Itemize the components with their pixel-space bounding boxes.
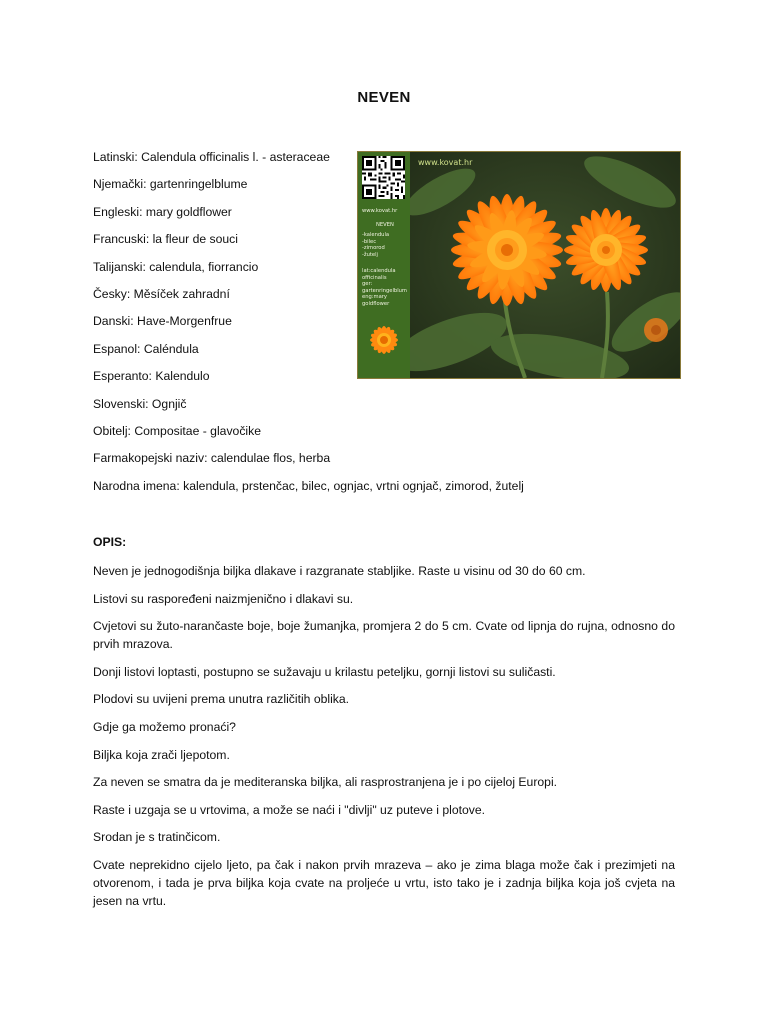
paragraph: Donji listovi loptasti, postupno se sužavaju u krilastu peteljku, gornji listovi su suličasti. <box>93 664 556 679</box>
name-esperanto: Esperanto: Kalendulo <box>93 369 210 384</box>
name-latin: Latinski: Calendula officinalis l. - asteraceae <box>93 150 330 164</box>
paragraph: Gdje ga možemo pronaći? <box>93 719 236 734</box>
name-french: Francuski: la fleur de souci <box>93 232 238 247</box>
flowers-image <box>410 152 681 378</box>
name-pharmacopoeia: Farmakopejski naziv: calendulae flos, herba <box>93 451 331 466</box>
name-spanish: Espanol: Caléndula <box>93 341 199 356</box>
photo-watermark-url: www.kovat.hr <box>418 158 473 167</box>
page-title: NEVEN <box>357 89 411 106</box>
paragraph: Listovi su raspoređeni naizmjenično i dlakavi su. <box>93 591 354 606</box>
name-folk: Narodna imena: kalendula, prstenčac, bilec, ognjac, vrtni ognjač, zimorod, žutelj <box>93 478 524 493</box>
description-heading: OPIS: <box>93 535 127 549</box>
photo-side-latin: lat:calendula officinalis ger: gartenringelblum eng:mary goldflower <box>362 268 407 307</box>
name-slovenian: Slovenski: Ognjič <box>93 396 187 411</box>
qr-code-icon <box>362 156 405 199</box>
name-czech: Česky: Měsíček zahradní <box>93 286 230 301</box>
paragraph: Cvate neprekidno cijelo ljeto, pa čak i nakon prvih mrazeva – ako je zima blaga može čak i prezimjeti na otvorenom, i tada je prva biljka koja cvate na proljeće u vrtu, isto tako je i zadnja biljka koja još cvjeta na jesen na vrtu. <box>93 857 675 908</box>
photo-side-names: -kalendula -bilec -zimorod -žutelj <box>362 232 390 258</box>
calendula-photo <box>357 151 681 379</box>
photo-side-url: www.kovat.hr <box>362 208 398 214</box>
paragraph: Plodovi su uvijeni prema unutra različitih oblika. <box>93 692 350 707</box>
paragraph: Raste i uzgaja se u vrtovima, a može se naći i "divlji" uz puteve i plotove. <box>93 802 486 817</box>
name-family: Obitelj: Compositae - glavočike <box>93 423 261 438</box>
name-italian: Talijanski: calendula, fiorrancio <box>93 259 259 274</box>
paragraph: Biljka koja zrači ljepotom. <box>93 747 230 762</box>
photo-info-panel <box>358 152 411 378</box>
name-german: Njemački: gartenringelblume <box>93 177 248 192</box>
paragraph: Cvjetovi su žuto-narančaste boje, boje žumanjka, promjera 2 do 5 cm. Cvate od lipnja do rujna, odnosno do prvih mrazova. <box>93 619 675 652</box>
name-danish: Danski: Have-Morgenfrue <box>93 314 232 329</box>
small-flower-icon <box>364 320 404 360</box>
paragraph: Neven je jednogodišnja biljka dlakave i razgranate stabljike. Raste u visinu od 30 do 60 cm. <box>93 564 586 578</box>
paragraph: Za neven se smatra da je mediteranska biljka, ali rasprostranjena je i po cijeloj Europi. <box>93 775 558 790</box>
paragraph: Srodan je s tratinčicom. <box>93 830 221 845</box>
description-section <box>93 535 675 920</box>
name-english: Engleski: mary goldflower <box>93 204 232 219</box>
photo-side-title: NEVEN <box>376 222 394 228</box>
